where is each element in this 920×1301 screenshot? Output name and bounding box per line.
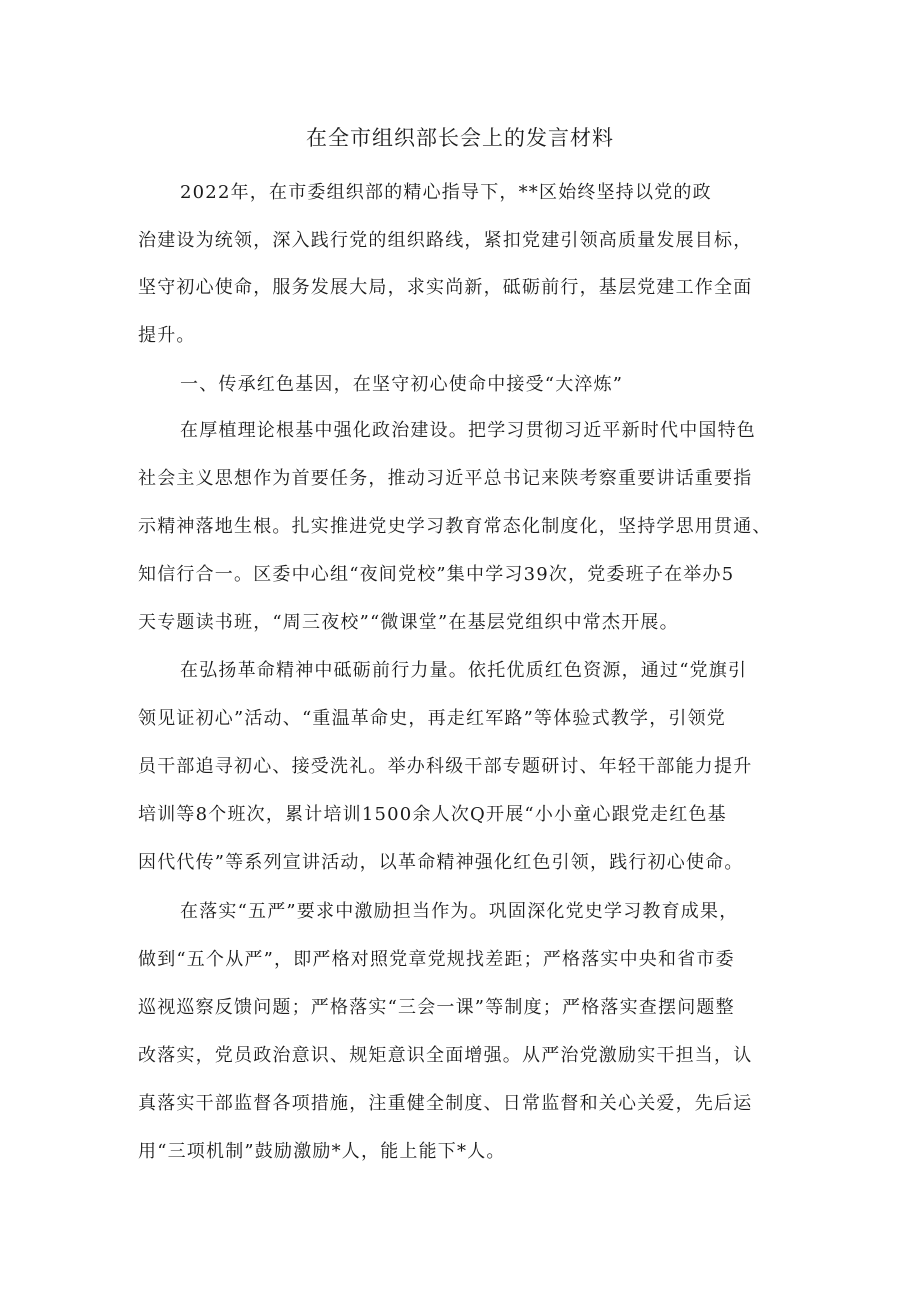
paragraph-line: 员干部追寻初心、接受洗礼。举办科级干部专题研讨、年轻干部能力提升 — [138, 756, 753, 777]
paragraph-line: 因代代传”等系列宣讲活动，以革命精神强化红色引领，践行初心使命。 — [138, 852, 744, 873]
paragraph-line: 知信行合一。区委中心组“夜间党校”集中学习39次，党委班子在举办5 — [138, 564, 735, 585]
paragraph-line: 示精神落地生根。扎实推进党史学习教育常态化制度化，坚持学思用贯通、 — [138, 516, 772, 537]
paragraph-line: 在厚植理论根基中强化政治建设。把学习贯彻习近平新时代中国特色 — [180, 420, 756, 441]
paragraph-line: 在落实“五严”要求中激励担当作为。巩固深化党史学习教育成果， — [180, 901, 739, 922]
paragraph-line: 改落实，党员政治意识、规矩意识全面增强。从严治党激励实干担当，认 — [138, 1045, 753, 1066]
paragraph-line: 在弘扬革命精神中砥砺前行力量。依托优质红色资源，通过“党旗引 — [180, 660, 748, 681]
paragraph-line: 天专题读书班，“周三夜校”“微课堂”在基层党组织中常杰开展。 — [138, 612, 679, 633]
paragraph-line: 治建设为统领，深入践行党的组织路线，紧扣党建引领高质量发展目标， — [138, 230, 753, 251]
paragraph-line: 用“三项机制”鼓励激励*人，能上能下*人。 — [138, 1141, 506, 1162]
paragraph-line: 坚守初心使命，服务发展大局，求实尚新，砥砺前行，基层党建工作全面 — [138, 277, 753, 298]
document-title: 在全市组织部长会上的发言材料 — [306, 126, 614, 150]
paragraph-line: 提升。 — [138, 325, 196, 346]
paragraph-line: 培训等8个班次，累计培训1500余人次Q开展“小小童心跟党走红色基 — [138, 804, 727, 825]
paragraph-line: 2022年，在市委组织部的精心指导下，**区始终坚持以党的政 — [180, 182, 712, 203]
paragraph-line: 巡视巡察反馈问题；严格落实“三会一课”等制度；严格落实查摆问题整 — [138, 997, 735, 1018]
paragraph-line: 做到“五个从严”，即严格对照党章党规找差距；严格落实中央和省市委 — [138, 949, 735, 970]
paragraph-line: 社会主义思想作为首要任务，推动习近平总书记来陕考察重要讲话重要指 — [138, 468, 753, 489]
section-heading: 一、传承红色基因，在坚守初心使命中接受“大淬炼” — [180, 374, 624, 395]
paragraph-line: 领见证初心”活动、“重温革命史，再走红军路”等体验式教学，引领党 — [138, 708, 727, 729]
paragraph-line: 真落实干部监督各项措施，注重健全制度、日常监督和关心关爱，先后运 — [138, 1093, 753, 1114]
